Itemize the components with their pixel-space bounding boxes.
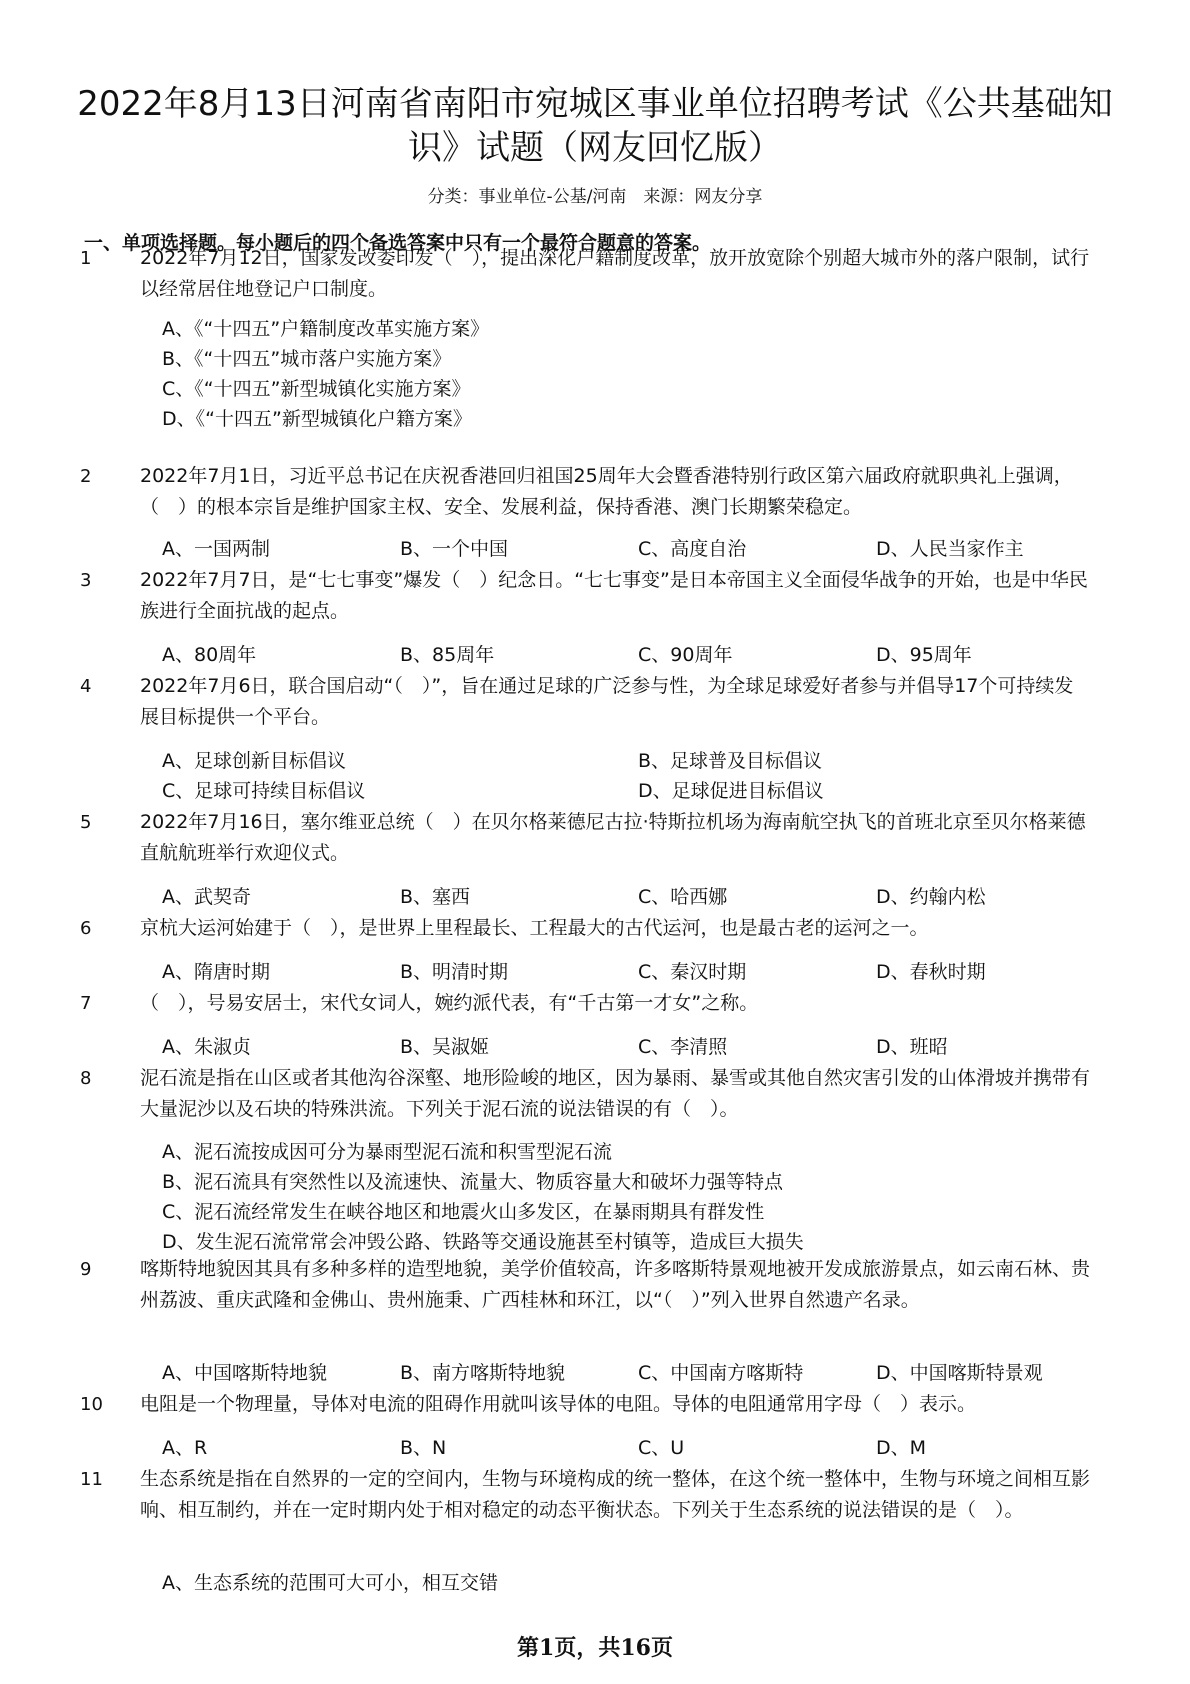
question-number: 5 [80, 812, 92, 833]
question-3-options [162, 640, 1112, 670]
option-c: C、足球可持续目标倡议 [162, 780, 366, 802]
option-c: C、李清照 [638, 1036, 728, 1058]
question-text: 2022年7月7日，是“七七事变”爆发（ ）纪念日。“七七事变”是日本帝国主义全面侵华战争的开始，也是中华民族进行全面抗战的起点。 [140, 569, 1088, 622]
section-heading: 一、单项选择题。每小题后的四个备选答案中只有一个最符合题意的答案。 [84, 232, 712, 254]
option-d: D、M [876, 1437, 927, 1459]
document-meta: 分类：事业单位-公基/河南 来源：网友分享 [427, 187, 763, 207]
option-c: C、高度自治 [638, 538, 747, 560]
question-number: 7 [80, 993, 92, 1014]
question-11-options [162, 1568, 1112, 1598]
question-number: 2 [80, 466, 92, 487]
option-a: A、生态系统的范围可大可小，相互交错 [162, 1572, 498, 1594]
question-8-options [162, 1137, 1112, 1257]
question-number: 4 [80, 676, 92, 697]
question-number: 8 [80, 1068, 92, 1089]
option-a: A、泥石流按成因可分为暴雨型泥石流和积雪型泥石流 [162, 1141, 612, 1163]
option-b: B、吴淑姬 [400, 1036, 490, 1058]
option-b: B、明清时期 [400, 961, 509, 983]
option-c: C、《“十四五”新型城镇化实施方案》 [162, 378, 471, 400]
option-b: B、85周年 [400, 644, 495, 666]
option-c: C、哈西娜 [638, 886, 728, 908]
option-b: B、塞西 [400, 886, 471, 908]
option-b: B、N [400, 1437, 447, 1459]
question-number: 9 [80, 1259, 92, 1280]
question-1-options [162, 314, 1112, 434]
question-text: 泥石流是指在山区或者其他沟谷深壑、地形险峻的地区，因为暴雨、暴雪或其他自然灾害引发的山体滑坡并携带有大量泥沙以及石块的特殊洪流。下列关于泥石流的说法错误的有（ ）。 [140, 1067, 1091, 1120]
option-d: D、足球促进目标倡议 [638, 780, 824, 802]
question-9-options [162, 1358, 1112, 1388]
option-a: A、朱淑贞 [162, 1036, 251, 1058]
option-d: D、发生泥石流常常会冲毁公路、铁路等交通设施甚至村镇等，造成巨大损失 [162, 1231, 804, 1253]
option-d: D、95周年 [876, 644, 972, 666]
question-4-options [162, 746, 1112, 806]
question-text: （ ），号易安居士，宋代女词人，婉约派代表，有“千古第一才女”之称。 [140, 992, 759, 1014]
question-text: 电阻是一个物理量，导体对电流的阻碍作用就叫该导体的电阻。导体的电阻通常用字母（ ）表示。 [140, 1393, 977, 1415]
question-number: 11 [80, 1469, 103, 1490]
question-2-options [162, 534, 1112, 564]
option-a: A、一国两制 [162, 538, 270, 560]
question-6-options [162, 957, 1112, 987]
question-text: 2022年7月1日，习近平总书记在庆祝香港回归祖国25周年大会暨香港特别行政区第六届政府就职典礼上强调，（ ）的根本宗旨是维护国家主权、安全、发展利益，保持香港、澳门长期繁荣稳定。 [140, 465, 1073, 518]
option-a: A、R [162, 1437, 208, 1459]
question-number: 3 [80, 570, 92, 591]
option-c: C、秦汉时期 [638, 961, 747, 983]
document-title: 2022年8月13日河南省南阳市宛城区事业单位招聘考试《公共基础知识》试题（网友回忆版） [77, 84, 1113, 168]
option-c: C、泥石流经常发生在峡谷地区和地震火山多发区，在暴雨期具有群发性 [162, 1201, 765, 1223]
option-a: A、中国喀斯特地貌 [162, 1362, 327, 1384]
option-a: A、足球创新目标倡议 [162, 750, 346, 772]
question-text: 喀斯特地貌因其具有多种多样的造型地貌，美学价值较高，许多喀斯特景观地被开发成旅游景点，如云南石林、贵州荔波、重庆武隆和金佛山、贵州施秉、广西桂林和环江，以“（ ）”列入世界自然遗产名录。 [140, 1258, 1091, 1311]
option-a: A、《“十四五”户籍制度改革实施方案》 [162, 318, 490, 340]
question-number: 10 [80, 1394, 103, 1415]
option-a: A、武契奇 [162, 886, 251, 908]
option-b: B、《“十四五”城市落户实施方案》 [162, 348, 452, 370]
question-text: 京杭大运河始建于（ ），是世界上里程最长、工程最大的古代运河，也是最古老的运河之一。 [140, 917, 929, 939]
option-d: D、《“十四五”新型城镇化户籍方案》 [162, 408, 472, 430]
question-7-options [162, 1032, 1112, 1062]
option-a: A、80周年 [162, 644, 257, 666]
question-text: 2022年7月12日，国家发改委印发（ ），提出深化户籍制度改革，放开放宽除个别超大城市外的落户限制，试行以经常居住地登记户口制度。 [140, 247, 1090, 300]
question-5-options [162, 882, 1112, 912]
option-d: D、中国喀斯特景观 [876, 1362, 1043, 1384]
option-a: A、隋唐时期 [162, 961, 270, 983]
option-b: B、泥石流具有突然性以及流速快、流量大、物质容量大和破坏力强等特点 [162, 1171, 784, 1193]
option-d: D、春秋时期 [876, 961, 986, 983]
question-number: 1 [80, 248, 92, 269]
option-b: B、足球普及目标倡议 [638, 750, 823, 772]
question-10-options [162, 1433, 1112, 1463]
question-text: 2022年7月16日，塞尔维亚总统（ ）在贝尔格莱德尼古拉·特斯拉机场为海南航空执飞的首班北京至贝尔格莱德直航航班举行欢迎仪式。 [140, 811, 1086, 864]
option-c: C、U [638, 1437, 685, 1459]
question-number: 6 [80, 918, 92, 939]
option-b: B、南方喀斯特地貌 [400, 1362, 566, 1384]
option-d: D、人民当家作主 [876, 538, 1024, 560]
option-c: C、90周年 [638, 644, 733, 666]
option-b: B、一个中国 [400, 538, 509, 560]
option-d: D、班昭 [876, 1036, 948, 1058]
page-footer: 第1页，共16页 [517, 1635, 673, 1661]
option-c: C、中国南方喀斯特 [638, 1362, 804, 1384]
question-text: 生态系统是指在自然界的一定的空间内，生物与环境构成的统一整体，在这个统一整体中，生物与环境之间相互影响、相互制约，并在一定时期内处于相对稳定的动态平衡状态。下列关于生态系统的说法错误的是（ ）。 [140, 1468, 1091, 1521]
question-text: 2022年7月6日，联合国启动“（ ）”，旨在通过足球的广泛参与性，为全球足球爱好者参与并倡导17个可持续发展目标提供一个平台。 [140, 675, 1074, 728]
option-d: D、约翰内松 [876, 886, 986, 908]
